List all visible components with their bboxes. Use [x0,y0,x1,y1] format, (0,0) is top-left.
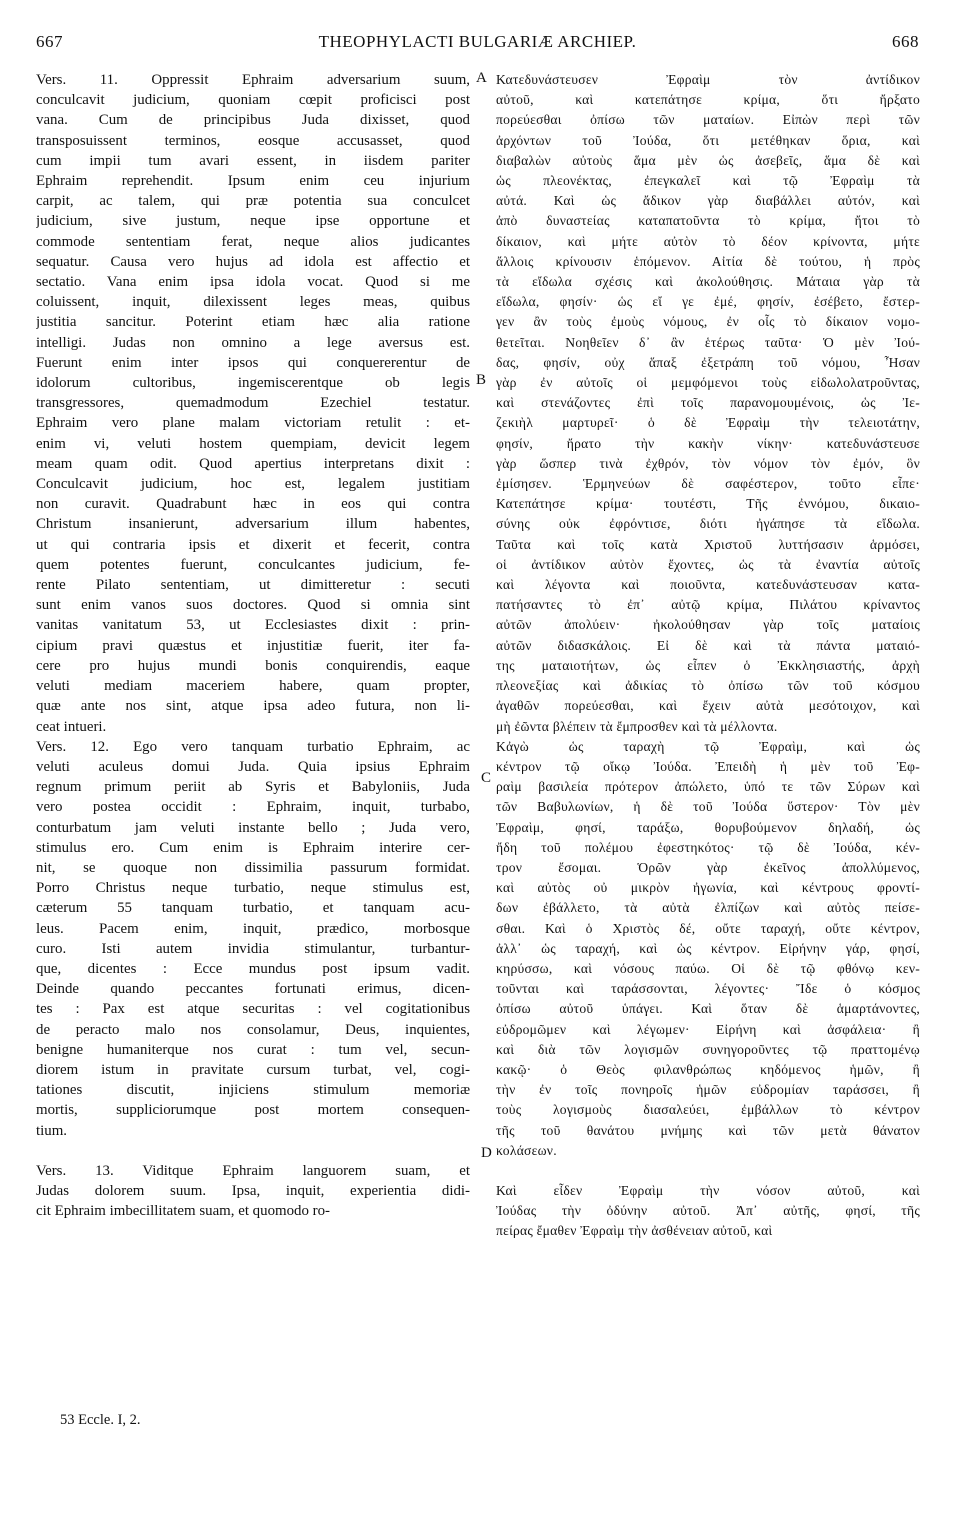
text-line: non curavit. Quadrabunt hæc in eos qui contra [36,496,470,513]
text-line: tationes discutit, injiciens stimulum memoriæ [36,1082,470,1099]
greek-column [496,70,920,1242]
text-line: καὶ λέγοντα καὶ ποιοῦντα, κατεδυνάστευσαν κατα- [496,577,920,593]
text-line: Ἰούδας τὴν ὀδύνην αὐτοῦ. Ἀπ᾽ αὐτῆς, φησί, τῆς [496,1203,920,1219]
text-line: Ephraim reprehendit. Ipsum enim ceu injurium [36,173,470,190]
text-line: ζεκιὴλ μαρτυρεῖ· ὁ δὲ Ἐφραὶμ τὴν τελειοτάτην, [496,415,920,431]
text-line: vero postea occidit : Ephraim, inquit, turbabo, [36,799,470,816]
text-line: εὐδρομῶμεν καὶ λέγωμεν· Εἰρήνη καὶ ἀσφάλεια· ἢ [496,1021,920,1037]
text-line: Ἐφραὶμ, φησί, ταράξω, θορυβούμενον δηλαδή, ὡς [496,819,920,835]
text-line: Christum insanierunt, adversarium illum habentes, [36,516,470,533]
text-line: σύνης οὐκ ἐφρόντισε, διότι ἠγάπησε τὰ εἴδωλα. [496,516,920,532]
text-line: Κἀγὼ ὡς ταραχὴ τῷ Ἐφραὶμ, καὶ ὡς [496,738,920,754]
text-line: transgressores, quemadmodum Ezechiel testatur. [36,395,470,412]
text-line: τῆς τοῦ θανάτου μνήμης καὶ τῶν μετὰ θάνατον [496,1122,920,1138]
text-line: τὰ εἴδωλα σχέσις καὶ ἀκολούθησις. Μάταια γὰρ τὰ [496,274,920,290]
text-line: carpit, ac talem, qui præ potentia sua conculcet [36,193,470,210]
latin-column [36,70,470,1221]
text-line: rente Pilato sententiam, ut dimitteretur : secuti [36,577,470,594]
text-line: mortis, suppliciorumque post mortem consequen- [36,1102,470,1119]
text-line: ἀπὸ δυναστείας καταπατοῦντα τὸ κρίμα, ἤτοι τὸ [496,213,920,229]
text-line: regnum primum periit ab Syris et Babyloniis, Juda [36,779,470,796]
text-line: Deinde quando peccantes fortunati erimus, dicen- [36,981,470,998]
text-line [36,1141,470,1161]
text-line: quem potentes fuerunt, conculcantes judicium, fe- [36,556,470,573]
text-line: ἀλλ᾽ ὡς ταραχή, καὶ ὡς κέντρον. Εἰρήνην γάρ, φησί, [496,940,920,956]
text-line: que, dicentes : Ecce mundus post ipsum vadit. [36,960,470,977]
text-line: κολάσεων. [496,1142,557,1158]
text-line: καὶ στενάζοντες ἐπὶ τοῖς παρανομουμένοις, ὡς Ἰε- [496,395,920,411]
text-line: Κατεπάτησε κρίμα· τουτέστι, Τῆς ἐννόμου, δικαιο- [496,496,920,512]
text-line: Porro Christus neque turbatio, neque stimulus est, [36,880,470,897]
text-line: τρον ἔσομαι. Ὁρῶν γὰρ ἐκεῖνος ἀπολλύμενος, [496,859,920,875]
running-title: THEOPHYLACTI BULGARIÆ ARCHIEP. [318,32,637,51]
text-line: stimulus ero. Cum enim is Ephraim interire cer- [36,839,470,856]
text-line: quæ ante nos sint, atque ipsa adeo futura, non li- [36,698,470,715]
text-line: τὴν ἐν τοῖς πονηροῖς ἡμῶν εὐδρομίαν ταράσσει, ἢ [496,1082,920,1098]
text-line: nit, se quoque non dissimilia passurum formidat. [36,859,470,876]
text-line: γεν ἂν τοὺς ἐμοὺς νόμους, ἐν οἷς τὸ δίκαιον νομο- [496,314,920,330]
text-line: τοῦνται καὶ ταράσσονται, λέγοντες· Ἴδε ὁ κόσμος [496,981,920,997]
text-line: commode sententiam ferat, neque alios judicantes [36,233,470,250]
text-line: μὴ ἐῶντα βλέπειν τὰ ἔμπροσθεν καὶ τὰ μέλλοντα. [496,718,778,734]
text-line: conculcavit judicium, quoniam cœpit proficisci post [36,92,470,109]
text-line: idolorum cultoribus, ingemiscerentque ob legis [36,375,470,392]
text-line: θετεῖται. Νοηθεῖεν δ᾽ ἂν ἑτέρως ταῦτα· Ὁ μὲν Ἰού- [496,334,920,350]
text-line: κέντρον τῷ οἴκῳ Ἰούδα. Ἐπειδὴ ἡ μὲν τοῦ Ἐφ- [496,758,920,774]
text-line: conturbatum jam veluti instante bello ; Juda vero, [36,819,470,836]
margin-letter-b: B [476,372,487,388]
text-line: sunt enim vanos suos doctores. Quod si omnia sint [36,597,470,614]
text-line: intelligi. Judas non omnino a lege aversus est. [36,334,470,351]
text-line: δων ἐβάλλετο, τὰ αὐτὰ ἐλπίζων καὶ αὐτὸς πείσε- [496,900,920,916]
text-line: curo. Isti autem invidia stimulantur, turbantur- [36,940,470,957]
text-line: Vers. 11. Oppressit Ephraim adversarium suum, [36,72,470,88]
text-line: Ταῦτα καὶ τοῖς κατὰ Χριστοῦ λυττήσασιν ἁρμόσει, [496,536,920,552]
text-line: ἐμίσησεν. Ἑρμηνεύων δὲ σαφέστερον, τοῦτο εἶπε· [496,476,920,492]
text-line: vana. Cum de principibus Juda dixisset, quod [36,112,470,129]
text-line: ἀγαθῶν πορεύεσθαι, καὶ ἔχειν αὐτὰ μεσότοιχον, καὶ [496,698,920,714]
text-line: enim vi, veluti hostem quempiam, devicit legem [36,435,470,452]
text-line: sequatur. Causa vero hujus ad idola est affectio et [36,253,470,270]
text-line: δας, φησίν, οὐχ ἅπαξ ἐξετράπη τοῦ νόμου, Ἦσαν [496,354,920,370]
text-line: cum impii tum avari essent, in iisdem pariter [36,152,470,169]
text-line: δίκαιον, καὶ μήτε αὐτὸν τὸ δέον κρίνοντα, μήτε [496,233,920,249]
text-line: πορεύεσθαι ὀπίσω τῶν ματαίων. Εἰπὼν περὶ τῶν [496,112,920,128]
text-line: cipium pravi quæstus et injustitiæ fuerit, iter fa- [36,637,470,654]
text-line: ἄλλοις κρίνουσιν ἑπόμενον. Αἰτία δὲ τούτου, ἡ πρὸς [496,253,920,269]
text-line: εἴδωλα, φησίν· ὡς εἴ γε ἐμέ, φησίν, ἐσέβετο, ἔστερ- [496,294,920,310]
text-line: Κατεδυνάστευσεν Ἐφραὶμ τὸν ἀντίδικον [496,72,920,87]
text-line: cere pro hujus mundi bonis conquirendis, eaque [36,657,470,674]
text-line: de peracto malo nos consolamur, Deus, inquientes, [36,1021,470,1038]
text-line: πείρας ἔμαθεν Ἐφραὶμ τὴν ἀσθένειαν αὐτοῦ, καὶ [496,1223,773,1239]
text-line: tium. [36,1122,68,1139]
text-line: σθαι. Καὶ ὁ Χριστὸς δέ, οὔτε ταραχή, οὔτε κέντρον, [496,920,920,936]
text-line: cæterum 55 tanquam turbatio, et tanquam acu- [36,900,470,917]
text-line: αὐτῶν διδασκάλοις. Εἰ δὲ καὶ τὰ πάντα ματαιό- [496,637,920,653]
text-line: της ματαιοτήτων, ὡς εἶπεν ὁ Ἐκκλησιαστής, ἀρχὴ [496,657,920,673]
text-line: ut qui contraria ipsis et dixerit et fecerit, contra [36,536,470,553]
text-line: Ephraim vero plane malam victoriam retulit : et- [36,415,470,432]
text-line: οἱ ἀντίδικον αὐτὸν ἔχοντες, ὡς τὰ ἐναντία αὐτοῖς [496,556,920,572]
text-line: αὐτῶν ἀπολύειν· ἠκολούθησαν γὰρ τοῖς ματαίοις [496,617,920,633]
text-line: tes : Pax est atque securitas : vel cogitationibus [36,1001,470,1018]
margin-letter-d: D [481,1145,492,1161]
text-line: sectatio. Vana enim ipsa idola vocat. Quod si me [36,274,470,291]
text-line [496,1161,920,1181]
text-line: τοὺς λογισμοὺς διασαλεύει, ἐμβάλλων τὸ κέντρον [496,1102,920,1118]
text-line: leus. Pacem enim, inquit, prædico, morbosque [36,920,470,937]
text-line: καὶ διὰ τῶν λογισμῶν συνηγοροῦντες τῷ πραττομένῳ [496,1041,920,1057]
text-line: Vers. 12. Ego vero tanquam turbatio Ephraim, ac [36,738,470,755]
text-line: vanitas vanitatum 53, ut Ecclesiastes dixit : prin- [36,617,470,634]
text-line: diorem istum in pravitate cursum turbat, vel, cogi- [36,1061,470,1078]
margin-letter-a: A [476,70,487,86]
text-line: transposuissent terminos, eosque accusasset, quod [36,132,470,149]
text-line: Καὶ εἶδεν Ἐφραὶμ τὴν νόσον αὐτοῦ, καὶ [496,1182,920,1198]
text-line: meam quam odit. Quod apertius interpretans dixit : [36,455,470,472]
text-line: veluti aculeus domui Juda. Quia ipsius Ephraim [36,758,470,775]
text-line: κηρύσσω, καὶ νόσους παύω. Οἱ δὲ τῷ φθόνῳ κεν- [496,960,920,976]
text-line: Vers. 13. Viditque Ephraim languorem suam, et [36,1162,470,1179]
text-line: γὰρ ὥσπερ τινὰ ἐχθρόν, τὸν νόμον τὸν ἐμόν, ὃν [496,455,920,471]
text-line: veluti mediam maceriem habere, quam propter, [36,678,470,695]
text-line: ὡς πλεονέκτας, ἐπεγκαλεῖ καὶ τῷ Ἐφραὶμ τὰ [496,173,920,189]
text-line: αὐτοῦ, καὶ κατεπάτησε κρίμα, ὅτι ἤρξατο [496,92,920,108]
text-line: πατήσαντες τὸ ἐπ᾽ αὐτῷ κρίμα, Πιλάτου κρίναντος [496,597,920,613]
text-line: φησίν, ἤρατο τὴν κακὴν νίκην· κατεδυνάστευσε [496,435,920,451]
text-line: αὐτά. Καὶ ὡς ἄδικον γὰρ διαβάλλει αὐτόν, καὶ [496,193,920,209]
text-line: justitia sancitur. Poterint etiam hæc alia ratione [36,314,470,331]
text-line: Judas dolorem suum. Ipsa, inquit, experientia didi- [36,1182,470,1199]
text-line: judicium, sive justum, neque ipse opportune et [36,213,470,230]
text-line: κακῷ· ὁ Θεὸς φιλανθρώπως κηδόμενος ἡμῶν, ἢ [496,1061,920,1077]
text-line: ὀπίσω αὐτοῦ ὑπάγει. Καὶ ὅταν δὲ ἁμαρτάνοντες, [496,1001,920,1017]
text-line: γὰρ ἐν αὐτοῖς οἱ μεμφόμενοι τοὺς εἰδωλολατροῦντας, [496,375,920,391]
text-line: ἤδη τοῦ πολέμου ἐφεστηκότος· τῷ δὲ Ἰούδα, κέν- [496,839,920,855]
text-line: Conculcavit judicium, hoc est, legalem justitiam [36,476,470,493]
text-line: ἀρχόντων τοῦ Ἰούδα, ὅτι μετέθηκαν ὅρια, καὶ [496,132,920,148]
text-line: ραὶμ βασιλεία πρότερον ἀπώλετο, ὑπό τε τῶν Σύρων καὶ [496,779,920,795]
margin-letter-c: C [481,770,492,786]
text-line: διαβαλὼν αὐτοὺς ἅμα μὲν ὡς ἀσεβεῖς, ἅμα δὲ καὶ [496,152,920,168]
text-line: coluissent, inquit, dilexissent leges meas, quibus [36,294,470,311]
text-line: καὶ αὐτὸς οὐ μικρὸν ἠγωνία, καὶ κέντρους φροντί- [496,880,920,896]
page-number-left: 667 [36,32,63,51]
text-line: benigne humaniterque nos curat : tum vel, secun- [36,1041,470,1058]
text-line: τῶν Βαβυλωνίων, ἡ δὲ τοῦ Ἰούδα ὕστερον· Τὸν μὲν [496,799,920,815]
text-line: πλεονεξίας καὶ ἀδικίας τὸ ὀπίσω τῶν τοῦ κόσμου [496,678,920,694]
text-line: ceat intueri. [36,718,107,735]
text-line: cit Ephraim imbecillitatem suam, et quomodo ro- [36,1203,331,1220]
page-number-right: 668 [892,32,919,51]
text-line: Fuerunt enim inter ipsos qui conquererentur de [36,354,470,371]
running-header [36,32,919,54]
footnote: 53 Eccle. I, 2. [60,1412,141,1428]
